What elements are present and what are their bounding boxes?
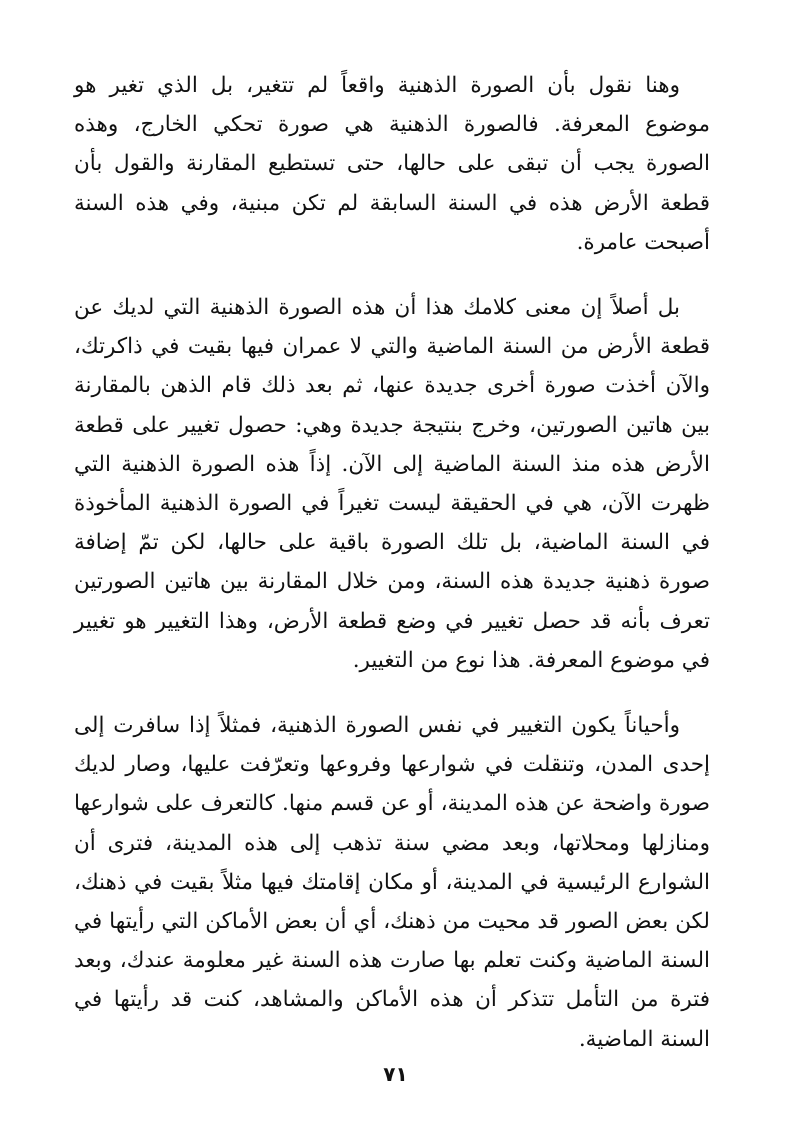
body-text (74, 66, 710, 1059)
page-number: ٧١ (383, 1062, 408, 1086)
paragraph-2: بل أصلاً إن معنى كلامك هذا أن هذه الصورة الذهنية التي لديك عن قطعة الأرض من السنة الماضية والتي لا عمران فيها بقيت في ذاكرتك، والآن أخذت صورة أخرى جديدة عنها، ثم بعد ذلك قام الذهن بالمقارنة بين هاتين الصورتين، وخرج بنتيجة جديدة وهي: حصول تغيير على قطعة الأرض هذه منذ السنة الماضية إلى الآن. إذاً هذه الصورة الذهنية التي ظهرت الآن، هي في الحقيقة ليست تغيراً في الصورة الذهنية المأخوذة في السنة الماضية، بل تلك الصورة باقية على حالها، لكن تمّ إضافة صورة ذهنية جديدة هذه السنة، ومن خلال المقارنة بين هاتين الصورتين تعرف بأنه قد حصل تغيير في وضع قطعة الأرض، وهذا التغيير هو تغيير في موضوع المعرفة. هذا نوع من التغيير. (74, 295, 710, 673)
paragraph-1: وهنا نقول بأن الصورة الذهنية واقعاً لم تتغير، بل الذي تغير هو موضوع المعرفة. فالصورة الذهنية هي صورة تحكي الخارج، وهذه الصورة يجب أن تبقى على حالها، حتى تستطيع المقارنة والقول بأن قطعة الأرض هذه في السنة السابقة لم تكن مبنية، وفي هذه السنة أصبحت عامرة. (74, 73, 710, 255)
paragraph-3: وأحياناً يكون التغيير في نفس الصورة الذهنية، فمثلاً إذا سافرت إلى إحدى المدن، وتنقلت في شوارعها وفروعها وتعرّفت عليها، وصار لديك صورة واضحة عن هذه المدينة، أو عن قسم منها. كالتعرف على شوارعها ومنازلها ومحلاتها، وبعد مضي سنة تذهب إلى هذه المدينة، فترى أن الشوارع الرئيسية في المدينة، أو مكان إقامتك فيها مثلاً بقيت في ذهنك، لكن بعض الصور قد محيت من ذهنك، أي أن بعض الأماكن التي رأيتها في السنة الماضية وكنت تعلم بها صارت هذه السنة غير معلومة عندك، وبعد فترة من التأمل تتذكر أن هذه الأماكن والمشاهد، كنت قد رأيتها في السنة الماضية. (74, 713, 710, 1052)
